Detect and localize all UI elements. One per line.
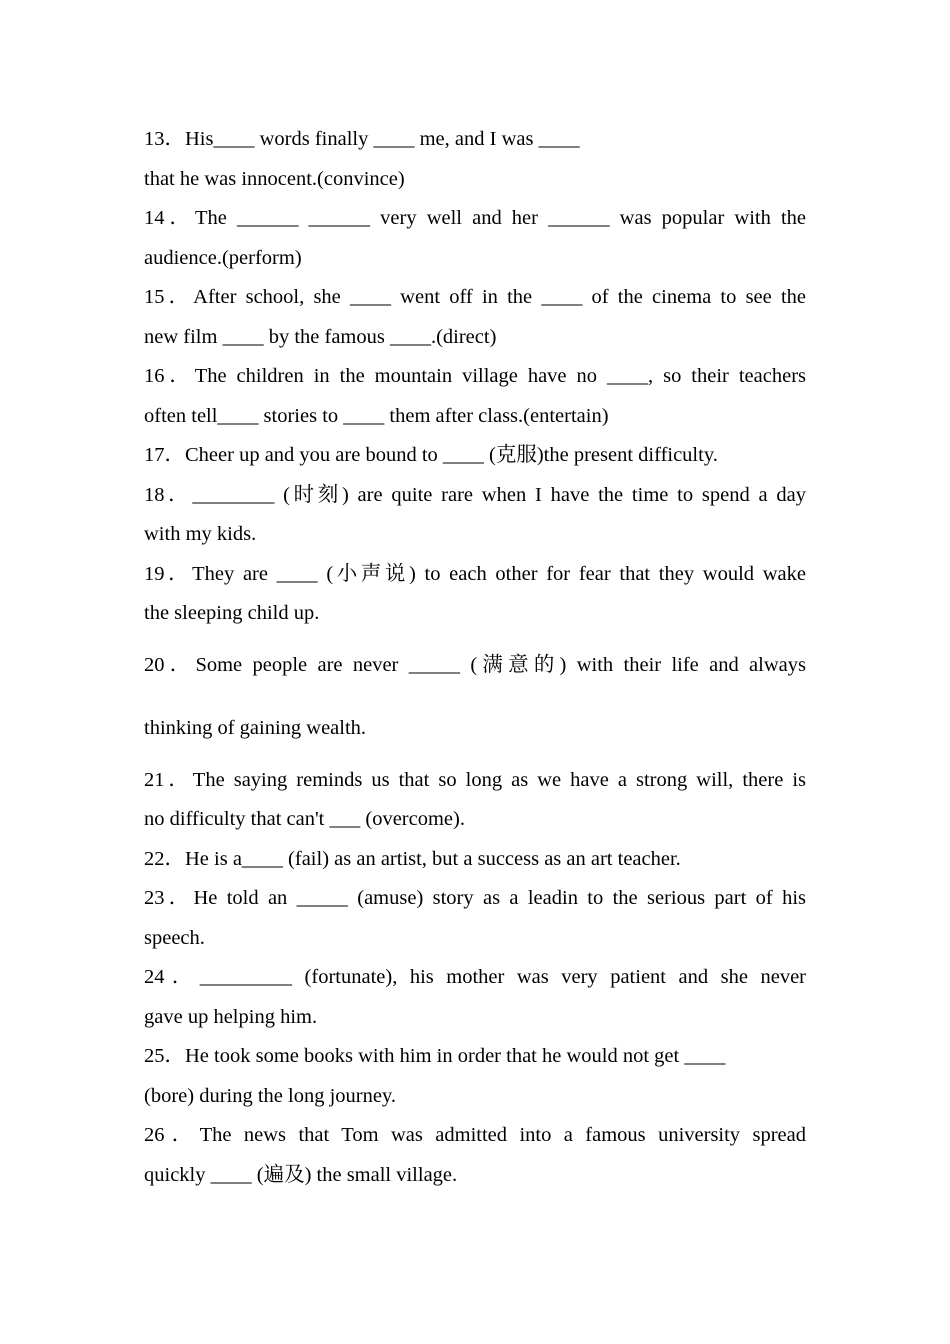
question-18	[144, 476, 806, 555]
question-24-line-1: 24．_________ (fortunate), his mother was very patient and she never	[144, 966, 806, 988]
question-20-line-1: 20．Some people are never _____ (满意的) with their life and always	[144, 653, 806, 676]
question-17-line-1: 17．Cheer up and you are bound to ____ (克服)the present difficulty.	[144, 444, 718, 466]
question-21-line-2: no difficulty that can't ___ (overcome).	[144, 808, 465, 830]
question-15-line-1: 15．After school, she ____ went off in the ____ of the cinema to see the	[144, 286, 806, 308]
question-22-line-1: 22．He is a____ (fail) as an artist, but a success as an art teacher.	[144, 847, 681, 870]
question-17	[144, 436, 806, 476]
question-14	[144, 199, 806, 278]
question-14-line-1: 14．The ______ ______ very well and her ______ was popular with the	[144, 207, 806, 229]
question-19-line-1: 19．They are ____ (小声说) to each other for fear that they would wake	[144, 562, 806, 585]
question-15	[144, 278, 806, 357]
question-23	[144, 879, 806, 958]
question-23-line-1: 23．He told an _____ (amuse) story as a leadin to the serious part of his	[144, 887, 806, 909]
question-26	[144, 1116, 806, 1195]
question-20	[144, 646, 806, 749]
question-14-line-2: audience.(perform)	[144, 246, 302, 269]
question-15-line-2: new film ____ by the famous ____.(direct)	[144, 325, 497, 348]
question-22	[144, 840, 806, 880]
question-13-line-1: 13．His____ words finally ____ me, and I was ____	[144, 128, 580, 150]
question-26-line-1: 26．The news that Tom was admitted into a famous university spread	[144, 1124, 806, 1146]
question-21	[144, 761, 806, 840]
question-18-line-1: 18．________ (时刻) are quite rare when I have the time to spend a day	[144, 483, 806, 506]
question-18-line-2: with my kids.	[144, 523, 257, 545]
question-25-line-1: 25．He took some books with him in order that he would not get ____	[144, 1045, 726, 1067]
question-26-line-2: quickly ____ (遍及) the small village.	[144, 1163, 458, 1186]
question-13-line-2: that he was innocent.(convince)	[144, 167, 405, 190]
question-25-line-2: (bore) during the long journey.	[144, 1084, 397, 1107]
question-19-line-2: the sleeping child up.	[144, 602, 320, 624]
question-16-line-1: 16．The children in the mountain village have no ____, so their teachers	[144, 365, 806, 387]
question-25	[144, 1037, 806, 1116]
question-16-line-2: often tell____ stories to ____ them after class.(entertain)	[144, 404, 609, 427]
question-23-line-2: speech.	[144, 926, 205, 949]
question-24	[144, 958, 806, 1037]
question-16	[144, 357, 806, 436]
question-21-line-1: 21．The saying reminds us that so long as we have a strong will, there is	[144, 768, 806, 791]
question-19	[144, 555, 806, 634]
question-24-line-2: gave up helping him.	[144, 1005, 318, 1028]
exercise-page	[144, 120, 806, 1195]
question-13	[144, 120, 806, 199]
question-20-line-2: thinking of gaining wealth.	[144, 717, 367, 739]
